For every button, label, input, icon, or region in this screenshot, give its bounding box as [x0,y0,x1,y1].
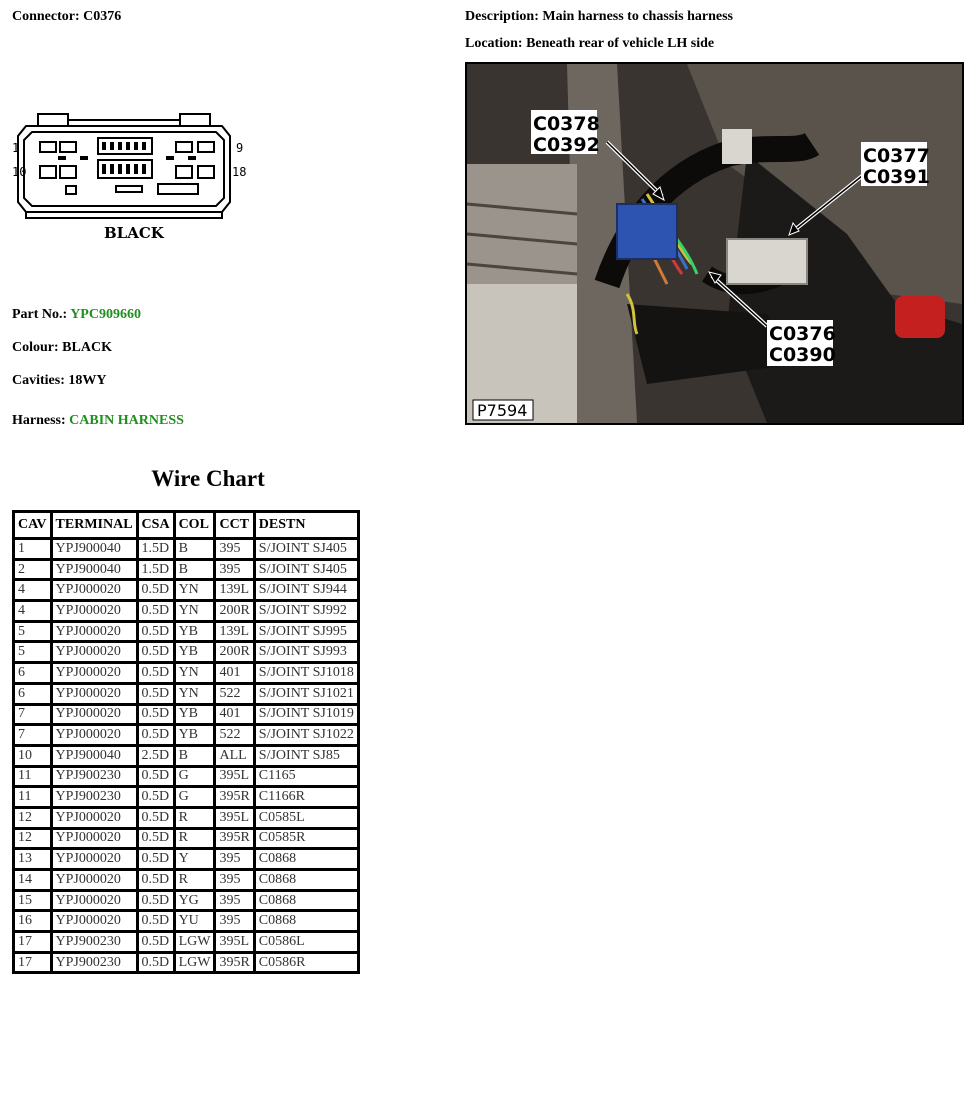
cell-csa: 0.5D [137,683,174,704]
cell-cav: 17 [14,932,52,953]
table-row [14,663,359,684]
part-no-link[interactable]: YPC909660 [70,307,141,322]
header-destn: DESTN [254,512,358,539]
cell-terminal: YPJ000020 [51,828,137,849]
cell-col: YB [174,704,215,725]
cell-terminal: YPJ900040 [51,559,137,580]
cell-terminal: YPJ900040 [51,745,137,766]
cell-cav: 5 [14,642,52,663]
cell-cav: 7 [14,725,52,746]
cell-col: YN [174,601,215,622]
cell-terminal: YPJ000020 [51,601,137,622]
cell-destn: S/JOINT SJ1021 [254,683,358,704]
cell-cct: ALL [215,745,254,766]
cell-destn: S/JOINT SJ1018 [254,663,358,684]
cell-cav: 4 [14,601,52,622]
cell-terminal: YPJ000020 [51,663,137,684]
cell-cct: 395L [215,766,254,787]
table-row [14,539,359,560]
cell-destn: S/JOINT SJ1019 [254,704,358,725]
cell-destn: C1166R [254,787,358,808]
table-row [14,580,359,601]
cell-destn: C0585R [254,828,358,849]
header-cct: CCT [215,512,254,539]
cell-cav: 12 [14,828,52,849]
table-row [14,952,359,973]
cell-cct: 395 [215,539,254,560]
colour [12,340,112,356]
cell-terminal: YPJ000020 [51,621,137,642]
cell-destn: C0585L [254,807,358,828]
cell-csa: 1.5D [137,539,174,560]
cell-cct: 200R [215,642,254,663]
cell-csa: 0.5D [137,787,174,808]
photo-ref: P7594 [477,401,528,420]
cell-cct: 395 [215,559,254,580]
cell-terminal: YPJ000020 [51,870,137,891]
connector-face-diagram [12,100,262,250]
cell-terminal: YPJ000020 [51,725,137,746]
cell-destn: C0586L [254,932,358,953]
cell-col: B [174,745,215,766]
connector-label: Connector: [12,9,80,24]
cell-csa: 0.5D [137,621,174,642]
cell-cct: 200R [215,601,254,622]
callout-c0392: C0392 [533,134,600,156]
header-col: COL [174,512,215,539]
cell-cav: 6 [14,663,52,684]
cell-cav: 11 [14,766,52,787]
callout-c0391: C0391 [863,166,930,188]
cell-destn: S/JOINT SJ405 [254,559,358,580]
cell-col: YN [174,683,215,704]
cell-destn: S/JOINT SJ944 [254,580,358,601]
cell-cav: 13 [14,849,52,870]
cavities-value: 18WY [68,373,107,388]
cell-cct: 395 [215,890,254,911]
pin-label-10: 10 [12,165,27,179]
cell-terminal: YPJ900040 [51,539,137,560]
cell-cct: 395L [215,807,254,828]
table-row [14,725,359,746]
table-row [14,911,359,932]
cell-col: LGW [174,952,215,973]
cell-cav: 6 [14,683,52,704]
cell-cct: 395L [215,932,254,953]
cell-terminal: YPJ900230 [51,952,137,973]
description [465,9,733,25]
cavities-label: Cavities: [12,373,65,388]
cell-csa: 0.5D [137,890,174,911]
cell-col: G [174,787,215,808]
cell-cav: 7 [14,704,52,725]
table-row [14,870,359,891]
cell-cct: 522 [215,683,254,704]
description-label: Description: [465,9,539,24]
cell-col: B [174,559,215,580]
table-row [14,559,359,580]
cell-destn: S/JOINT SJ995 [254,621,358,642]
connector-id: C0376 [83,9,122,24]
cell-csa: 0.5D [137,725,174,746]
cell-cct: 401 [215,704,254,725]
cell-col: R [174,828,215,849]
table-row [14,621,359,642]
cell-terminal: YPJ000020 [51,642,137,663]
cell-csa: 0.5D [137,580,174,601]
cell-col: YB [174,621,215,642]
cell-csa: 0.5D [137,911,174,932]
callout-c0376: C0376 [769,323,836,345]
callout-c0390: C0390 [769,344,836,366]
cell-cct: 139L [215,580,254,601]
cell-destn: S/JOINT SJ992 [254,601,358,622]
cell-cav: 17 [14,952,52,973]
cell-cav: 2 [14,559,52,580]
cell-csa: 0.5D [137,663,174,684]
cell-cav: 1 [14,539,52,560]
harness-link[interactable]: CABIN HARNESS [69,413,184,428]
cell-cct: 395 [215,911,254,932]
table-row [14,828,359,849]
cell-destn: S/JOINT SJ993 [254,642,358,663]
cell-csa: 0.5D [137,932,174,953]
cell-col: R [174,807,215,828]
location-photo [465,62,964,425]
cell-col: YU [174,911,215,932]
cell-destn: C0586R [254,952,358,973]
cell-terminal: YPJ900230 [51,932,137,953]
table-row [14,849,359,870]
cell-csa: 2.5D [137,745,174,766]
table-row [14,745,359,766]
cell-terminal: YPJ000020 [51,683,137,704]
cell-col: YB [174,725,215,746]
table-row [14,787,359,808]
wire-chart-table [12,510,360,974]
cell-cav: 4 [14,580,52,601]
part-no [12,307,141,323]
cell-col: B [174,539,215,560]
wire-chart-title: Wire Chart [151,466,265,491]
cell-destn: C0868 [254,849,358,870]
connector-title [12,9,121,25]
cell-col: LGW [174,932,215,953]
cell-cct: 395 [215,849,254,870]
cell-col: YB [174,642,215,663]
harness-label: Harness: [12,413,66,428]
header-terminal: TERMINAL [51,512,137,539]
cell-csa: 0.5D [137,601,174,622]
cell-cav: 12 [14,807,52,828]
header-cav: CAV [14,512,52,539]
cell-csa: 0.5D [137,766,174,787]
description-value: Main harness to chassis harness [542,9,733,24]
pin-label-18: 18 [232,165,247,179]
cell-cct: 395 [215,870,254,891]
cell-csa: 1.5D [137,559,174,580]
pin-label-9: 9 [236,141,244,155]
table-row [14,601,359,622]
table-row [14,890,359,911]
table-row [14,683,359,704]
cell-cav: 10 [14,745,52,766]
cell-destn: C1165 [254,766,358,787]
cell-col: YG [174,890,215,911]
location-value: Beneath rear of vehicle LH side [526,36,715,51]
cell-destn: S/JOINT SJ85 [254,745,358,766]
cell-csa: 0.5D [137,642,174,663]
cell-cct: 395R [215,787,254,808]
cell-cav: 16 [14,911,52,932]
harness [12,413,184,429]
cell-col: G [174,766,215,787]
cell-terminal: YPJ000020 [51,580,137,601]
callout-c0378: C0378 [533,113,600,135]
cell-terminal: YPJ900230 [51,787,137,808]
cell-col: R [174,870,215,891]
cell-destn: S/JOINT SJ1022 [254,725,358,746]
table-row [14,704,359,725]
cell-destn: C0868 [254,870,358,891]
location-label: Location: [465,36,523,51]
table-row [14,807,359,828]
cell-csa: 0.5D [137,870,174,891]
cavities [12,373,107,389]
cell-destn: C0868 [254,911,358,932]
cell-cct: 139L [215,621,254,642]
colour-value: BLACK [62,340,112,355]
cell-csa: 0.5D [137,849,174,870]
cell-terminal: YPJ000020 [51,807,137,828]
cell-cct: 395R [215,828,254,849]
cell-csa: 0.5D [137,704,174,725]
cell-csa: 0.5D [137,807,174,828]
cell-csa: 0.5D [137,952,174,973]
cell-terminal: YPJ000020 [51,890,137,911]
cell-terminal: YPJ900230 [51,766,137,787]
table-row [14,642,359,663]
callout-c0377: C0377 [863,145,930,167]
cell-col: YN [174,663,215,684]
cell-terminal: YPJ000020 [51,704,137,725]
part-no-label: Part No.: [12,307,68,322]
location [465,36,714,52]
cell-col: YN [174,580,215,601]
table-row [14,766,359,787]
cell-terminal: YPJ000020 [51,849,137,870]
cell-cav: 5 [14,621,52,642]
pin-label-1: 1 [12,141,20,155]
cell-terminal: YPJ000020 [51,911,137,932]
cell-cav: 14 [14,870,52,891]
cell-cct: 522 [215,725,254,746]
cell-destn: S/JOINT SJ405 [254,539,358,560]
table-row [14,932,359,953]
cell-cav: 15 [14,890,52,911]
cell-cct: 401 [215,663,254,684]
header-csa: CSA [137,512,174,539]
cell-col: Y [174,849,215,870]
cell-csa: 0.5D [137,828,174,849]
cell-destn: C0868 [254,890,358,911]
diagram-colour-label: BLACK [104,224,164,242]
wire-chart-header-row [14,512,359,539]
cell-cav: 11 [14,787,52,808]
colour-label: Colour: [12,340,59,355]
cell-cct: 395R [215,952,254,973]
